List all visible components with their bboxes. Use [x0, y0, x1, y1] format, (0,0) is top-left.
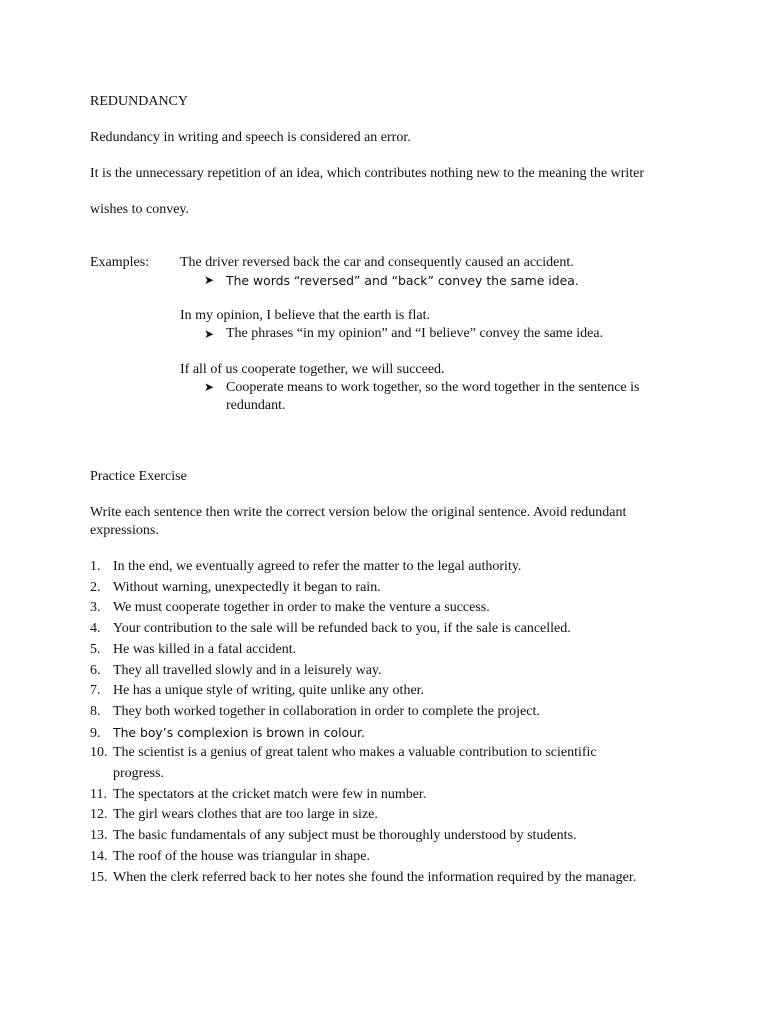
exercise-text: When the clerk referred back to her notes she found the information required by the manager.	[113, 869, 637, 885]
exercise-item	[90, 661, 382, 681]
exercise-number: 4.	[90, 621, 101, 637]
exercise-item	[90, 578, 381, 598]
exercise-text: In the end, we eventually agreed to refer the matter to the legal authority.	[113, 559, 522, 574]
exercise-text: The roof of the house was triangular in shape.	[113, 848, 370, 864]
practice-instructions-line-2: expressions.	[90, 523, 159, 538]
exercise-number: 15.	[90, 869, 108, 885]
arrow-bullet-icon: ➤	[204, 380, 215, 394]
exercise-item	[90, 805, 378, 825]
intro-line-1: Redundancy in writing and speech is considered an error.	[90, 130, 411, 145]
exercise-text: Without warning, unexpectedly it began to rain.	[113, 579, 381, 595]
exercise-text: We must cooperate together in order to make the venture a success.	[113, 600, 490, 616]
exercise-number: 13.	[90, 828, 108, 844]
exercise-number: 8.	[90, 703, 101, 719]
exercise-number: 14.	[90, 848, 108, 864]
example-sentence-2: In my opinion, I believe that the earth is flat.	[180, 308, 430, 323]
exercise-number: 10.	[90, 745, 108, 761]
exercise-text: The scientist is a genius of great talent who makes a valuable contribution to scientific	[113, 745, 597, 761]
exercise-text: The boy’s complexion is brown in colour.	[113, 724, 365, 740]
exercise-item	[90, 640, 296, 660]
intro-line-2: It is the unnecessary repetition of an idea, which contributes nothing new to the meaning the writer	[90, 166, 645, 181]
example-sentence-3: If all of us cooperate together, we will succeed.	[180, 362, 445, 377]
exercise-text: He was killed in a fatal accident.	[113, 641, 297, 657]
example-sentence-1: The driver reversed back the car and consequently caused an accident.	[180, 255, 574, 270]
exercise-item	[90, 847, 370, 867]
exercise-item	[90, 785, 426, 805]
example-explanation-1: The words “reversed” and “back” convey the same idea.	[226, 273, 579, 288]
page-title: REDUNDANCY	[90, 94, 188, 109]
exercise-text: The spectators at the cricket match were few in number.	[113, 786, 427, 802]
exercise-number: 3.	[90, 600, 101, 616]
exercise-item	[90, 743, 597, 763]
exercise-number: 6.	[90, 662, 101, 678]
exercise-number: 5.	[90, 641, 101, 657]
exercise-item	[90, 702, 540, 722]
exercise-number: 2.	[90, 579, 101, 595]
exercise-item	[90, 826, 576, 846]
practice-instructions-line-1: Write each sentence then write the correct version below the original sentence. Avoid redundant	[90, 505, 627, 520]
arrow-bullet-icon: ➤	[204, 273, 215, 287]
exercise-text: The girl wears clothes that are too large in size.	[113, 807, 378, 823]
exercise-text: He has a unique style of writing, quite unlike any other.	[113, 683, 425, 699]
arrow-bullet-icon: ➤	[204, 327, 215, 341]
exercise-text: They both worked together in collaboration in order to complete the project.	[113, 703, 540, 719]
exercise-item	[90, 868, 636, 888]
exercise-text: progress.	[113, 766, 164, 781]
exercise-item	[90, 598, 490, 618]
exercise-number: 7.	[90, 683, 101, 699]
exercise-number: 1.	[90, 559, 101, 574]
exercise-text: The basic fundamentals of any subject must be thoroughly understood by students.	[113, 828, 577, 844]
exercise-number: 12.	[90, 807, 108, 823]
exercise-item	[90, 723, 365, 743]
practice-heading: Practice Exercise	[90, 469, 187, 484]
intro-line-3: wishes to convey.	[90, 202, 190, 217]
exercise-item	[90, 681, 424, 701]
exercise-item	[90, 557, 521, 577]
exercise-item-continuation	[90, 764, 164, 784]
exercise-text: They all travelled slowly and in a leisurely way.	[113, 662, 382, 678]
example-explanation-3-line-1: Cooperate means to work together, so the word together in the sentence is	[226, 380, 640, 395]
exercise-number: 11.	[90, 786, 107, 802]
exercise-item	[90, 619, 571, 639]
example-explanation-3-line-2: redundant.	[226, 398, 286, 413]
examples-label: Examples:	[90, 255, 150, 270]
exercise-text: Your contribution to the sale will be refunded back to you, if the sale is cancelled.	[113, 621, 571, 637]
example-explanation-2: The phrases “in my opinion” and “I believe” convey the same idea.	[226, 326, 604, 341]
exercise-number: 9.	[90, 725, 101, 741]
